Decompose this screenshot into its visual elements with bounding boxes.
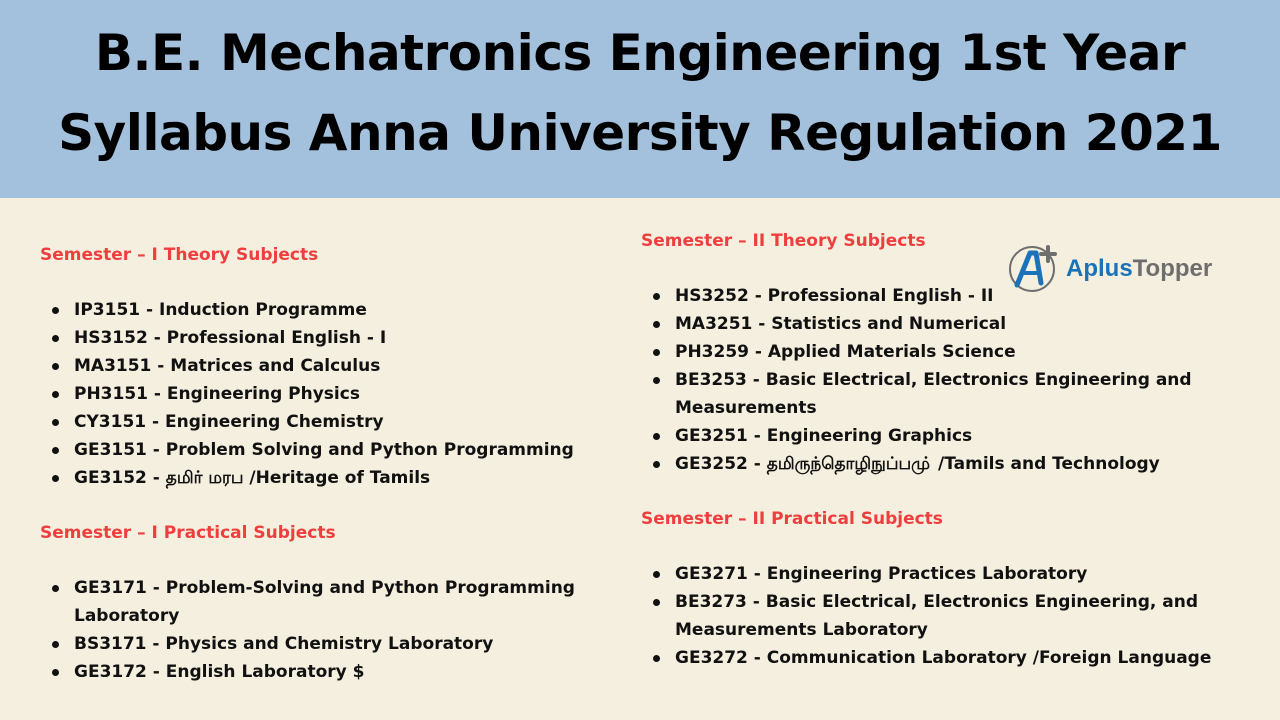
sem2-theory-heading: Semester – II Theory Subjects (641, 231, 926, 251)
list-item: MA3251 - Statistics and Numerical (641, 310, 1241, 338)
title-banner (0, 0, 1280, 198)
list-item: GE3171 - Problem-Solving and Python Programming Laboratory (40, 574, 600, 630)
sem2-practical-list (641, 560, 1241, 672)
page-title-line-2: Syllabus Anna University Regulation 2021 (58, 104, 1222, 162)
list-item: PH3151 - Engineering Physics (40, 380, 600, 408)
list-item: GE3172 - English Laboratory $ (40, 658, 600, 686)
logo-text-topper: Topper (1132, 255, 1213, 282)
list-item: GE3152 - தமிர் மரப /Heritage of Tamils (40, 464, 600, 492)
list-item: HS3152 - Professional English - I (40, 324, 600, 352)
list-item: BS3171 - Physics and Chemistry Laboratory (40, 630, 600, 658)
list-item: GE3272 - Communication Laboratory /Foreign Language (641, 644, 1241, 672)
logo-text-aplus: Aplus (1066, 255, 1133, 282)
list-item: BE3253 - Basic Electrical, Electronics Engineering and Measurements (641, 366, 1241, 422)
list-item: GE3151 - Problem Solving and Python Programming (40, 436, 600, 464)
list-item: PH3259 - Applied Materials Science (641, 338, 1241, 366)
list-item: GE3251 - Engineering Graphics (641, 422, 1241, 450)
page-title-line-1: B.E. Mechatronics Engineering 1st Year (94, 24, 1186, 82)
semester-2-column (641, 230, 1241, 672)
semester-1-column (40, 244, 600, 686)
sem1-theory-list (40, 296, 600, 492)
list-item: MA3151 - Matrices and Calculus (40, 352, 600, 380)
list-item: HS3252 - Professional English - II (641, 282, 1241, 310)
list-item: GE3271 - Engineering Practices Laboratory (641, 560, 1241, 588)
sem2-practical-heading: Semester – II Practical Subjects (641, 509, 943, 529)
list-item: GE3252 - தமிருந்தொழிநுப்பமு் /Tamils and Technology (641, 450, 1241, 478)
sem2-theory-list (641, 282, 1241, 478)
sem1-theory-heading: Semester – I Theory Subjects (40, 245, 319, 265)
list-item: BE3273 - Basic Electrical, Electronics Engineering, and Measurements Laboratory (641, 588, 1241, 644)
sem1-practical-heading: Semester – I Practical Subjects (40, 523, 336, 543)
list-item: IP3151 - Induction Programme (40, 296, 600, 324)
sem1-practical-list (40, 574, 600, 686)
list-item: CY3151 - Engineering Chemistry (40, 408, 600, 436)
